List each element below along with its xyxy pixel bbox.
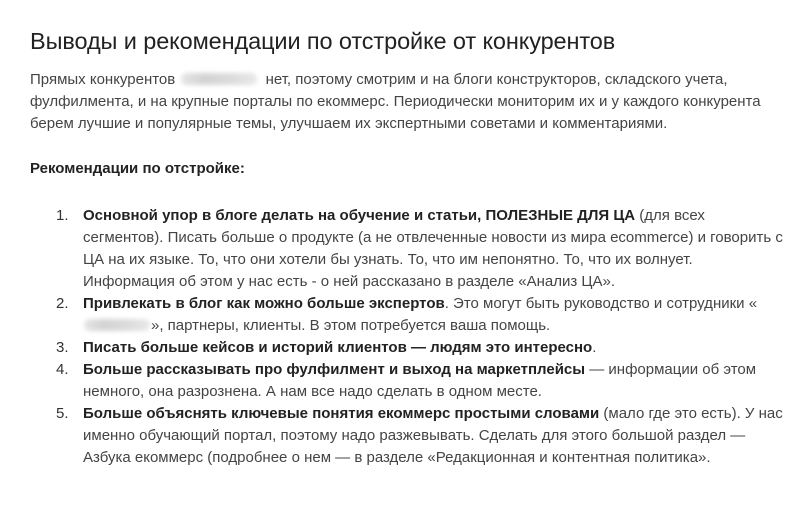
list-item: [30, 359, 783, 403]
list-item-text: .: [592, 339, 597, 356]
intro-text-end: нет, поэтому смотрим и на блоги конструкторов, складского учета, фулфилмента, и на крупные порталы по екоммерс. Периодически мониторим их и у каждого конкурента берем лучшие и популярные темы, улучшаем их экспертными советами и комментариями.: [30, 71, 761, 132]
list-item: [30, 293, 783, 337]
list-item: [30, 403, 783, 469]
list-item-bold: Больше объяснять ключевые понятия екоммерс простыми словами: [83, 405, 600, 422]
list-item-number: 5.: [56, 405, 69, 422]
list-item: [30, 205, 783, 293]
list-item-bold: Больше рассказывать про фулфилмент и выход на маркетплейсы: [83, 361, 586, 378]
list-item-text: . Это могут быть руководство и сотрудники «: [444, 295, 758, 312]
redacted-company-name: [181, 73, 257, 85]
list-item-text-end: », партнеры, клиенты. В этом потребуется ваша помощь.: [151, 317, 551, 334]
recommendations-list: [30, 205, 783, 469]
list-item: [30, 337, 783, 359]
redacted-company-name: [84, 319, 150, 331]
intro-paragraph: [30, 69, 768, 135]
list-item-number: 3.: [56, 339, 69, 356]
list-item-text: — информации об этом немного, она разрознена. А нам все надо сделать в одном месте.: [83, 361, 757, 400]
intro-text-start: Прямых конкурентов: [30, 71, 180, 88]
list-item-text: (для всех сегментов). Писать больше о продукте (а не отвлеченные новости из мира ecommerce) и говорить с ЦА на их языке. То, что они хотели бы узнать. То, что им непонятно. То, что их волнует. Информация об этом у нас есть - о ней рассказано в разделе «Анализ ЦА».: [83, 207, 783, 290]
list-item-bold: Привлекать в блог как можно больше экспертов: [83, 295, 445, 312]
list-item-bold: Основной упор в блоге делать на обучение и статьи, ПОЛЕЗНЫЕ ДЛЯ ЦА: [83, 207, 636, 224]
list-item-text: (мало где это есть). У нас именно обучающий портал, поэтому надо разжевывать. Сделать для этого большой раздел — Азбука екоммерс (подробнее о нем — в разделе «Редакционная и контентная политика».: [83, 405, 783, 466]
recommendations-heading: Рекомендации по отстройке:: [30, 160, 245, 177]
list-item-bold: Писать больше кейсов и историй клиентов — людям это интересно: [83, 339, 593, 356]
list-item-number: 1.: [56, 207, 69, 224]
page-title: Выводы и рекомендации по отстройке от конкурентов: [30, 28, 616, 54]
list-item-number: 4.: [56, 361, 69, 378]
list-item-number: 2.: [56, 295, 69, 312]
